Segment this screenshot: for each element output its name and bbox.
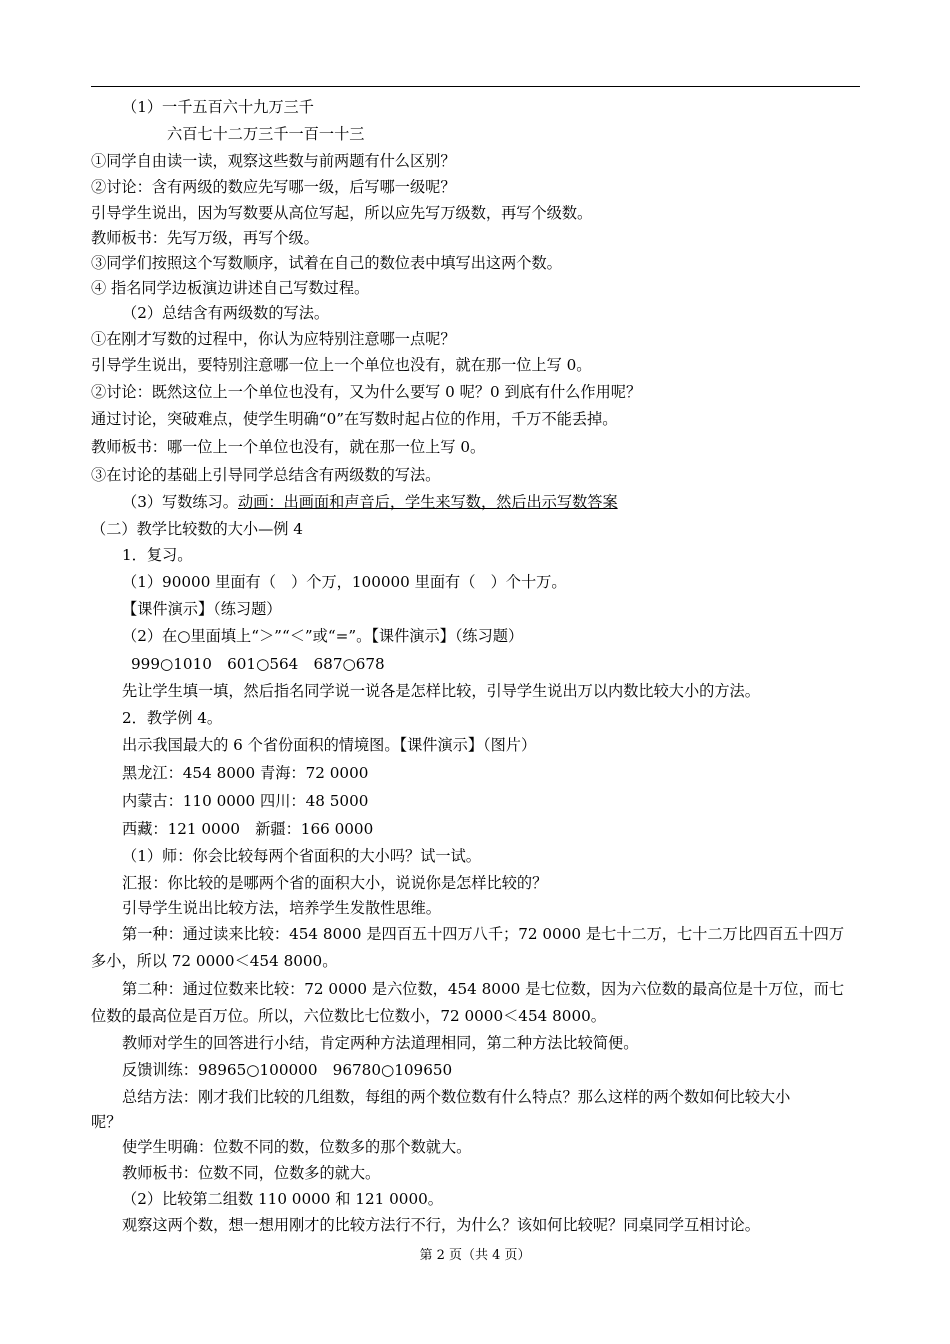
text-line: 引导学生说出，因为写数要从高位写起，所以应先写万级数，再写个级数。 (91, 204, 593, 222)
practice-label: （3）写数练习。 (122, 493, 238, 511)
text-line: （2）在○里面填上“＞”“＜”或“=”。【课件演示】（练习题） (122, 627, 524, 645)
text-line: 引导学生说出，要特别注意哪一位上一个单位也没有，就在那一位上写 0。 (91, 356, 592, 374)
text-line: （2）比较第二组数 110 0000 和 121 0000。 (122, 1190, 443, 1208)
text-line: ①在刚才写数的过程中，你认为应特别注意哪一点呢？ (91, 330, 456, 348)
text-line: （2）总结含有两级数的写法。 (122, 304, 330, 322)
text-line: 位数的最高位是百万位。所以，六位数比七位数小，72 0000＜454 8000。 (91, 1007, 606, 1025)
text-line: 使学生明确：位数不同的数，位数多的那个数就大。 (122, 1138, 472, 1156)
text-line: 黑龙江：454 8000 青海：72 0000 (122, 764, 369, 782)
text-line: 反馈训练：98965○100000 96780○109650 (122, 1061, 453, 1079)
text-line: 2．教学例 4。 (122, 709, 223, 727)
text-line: 1．复习。 (122, 546, 193, 564)
text-line: 出示我国最大的 6 个省份面积的情境图。【课件演示】（图片） (122, 736, 537, 754)
text-line: 第一种：通过读来比较：454 8000 是四百五十四万八千；72 0000 是七十二万，七十二万比四百五十四万 (122, 925, 845, 943)
text-line: 呢？ (91, 1113, 122, 1131)
text-line: ②讨论：含有两级的数应先写哪一级，后写哪一级呢？ (91, 178, 456, 196)
text-line: （1）一千五百六十九万三千 (122, 98, 314, 116)
text-line: ②讨论：既然这位上一个单位也没有，又为什么要写 0 呢？0 到底有什么作用呢？ (91, 383, 642, 401)
text-line: 教师板书：位数不同，位数多的就大。 (122, 1164, 381, 1182)
text-line: 观察这两个数，想一想用刚才的比较方法行不行，为什么？该如何比较呢？同桌同学互相讨论。 (122, 1216, 760, 1234)
text-line: 西藏：121 0000 新疆：166 0000 (122, 820, 374, 838)
text-line: 六百七十二万三千一百一十三 (167, 125, 365, 143)
text-line: 999○1010 601○564 687○678 (131, 655, 385, 673)
text-line: ④ 指名同学边板演边讲述自己写数过程。 (91, 279, 370, 297)
section-heading: （二）教学比较数的大小—例 4 (91, 520, 303, 538)
text-line: ③同学们按照这个写数顺序，试着在自己的数位表中填写出这两个数。 (91, 254, 562, 272)
text-line: 通过讨论，突破难点，使学生明确“0”在写数时起占位的作用，千万不能丢掉。 (91, 410, 618, 428)
text-line: 引导学生说出比较方法，培养学生发散性思维。 (122, 899, 441, 917)
animation-note: 动画：出画面和声音后，学生来写数，然后出示写数答案 (237, 493, 618, 511)
text-line: （1）90000 里面有（ ）个万，100000 里面有（ ）个十万。 (122, 573, 567, 591)
text-line: ③在讨论的基础上引导同学总结含有两级数的写法。 (91, 466, 441, 484)
text-line: 教师对学生的回答进行小结，肯定两种方法道理相同，第二种方法比较简便。 (122, 1034, 639, 1052)
text-line: 先让学生填一填，然后指名同学说一说各是怎样比较，引导学生说出万以内数比较大小的方法。 (122, 682, 760, 700)
page-footer: 第 2 页（共 4 页） (419, 1248, 531, 1263)
text-line: 教师板书：哪一位上一个单位也没有，就在那一位上写 0。 (91, 438, 486, 456)
text-line: 多小，所以 72 0000＜454 8000。 (91, 952, 338, 970)
text-line: 总结方法：刚才我们比较的几组数，每组的两个数位数有什么特点？那么这样的两个数如何比较大小 (122, 1088, 791, 1106)
text-line: ①同学自由读一读，观察这些数与前两题有什么区别？ (91, 152, 456, 170)
text-line: 第二种：通过位数来比较：72 0000 是六位数，454 8000 是七位数，因为六位数的最高位是十万位，而七 (122, 980, 845, 998)
text-line: 教师板书：先写万级，再写个级。 (91, 229, 319, 247)
text-line (122, 492, 618, 512)
text-line: 【课件演示】（练习题） (122, 600, 282, 618)
text-line: 汇报：你比较的是哪两个省的面积大小，说说你是怎样比较的？ (122, 874, 548, 892)
text-line: 内蒙古：110 0000 四川：48 5000 (122, 792, 369, 810)
text-line: （1）师：你会比较每两个省面积的大小吗？试一试。 (122, 847, 481, 865)
header-rule (91, 86, 860, 87)
